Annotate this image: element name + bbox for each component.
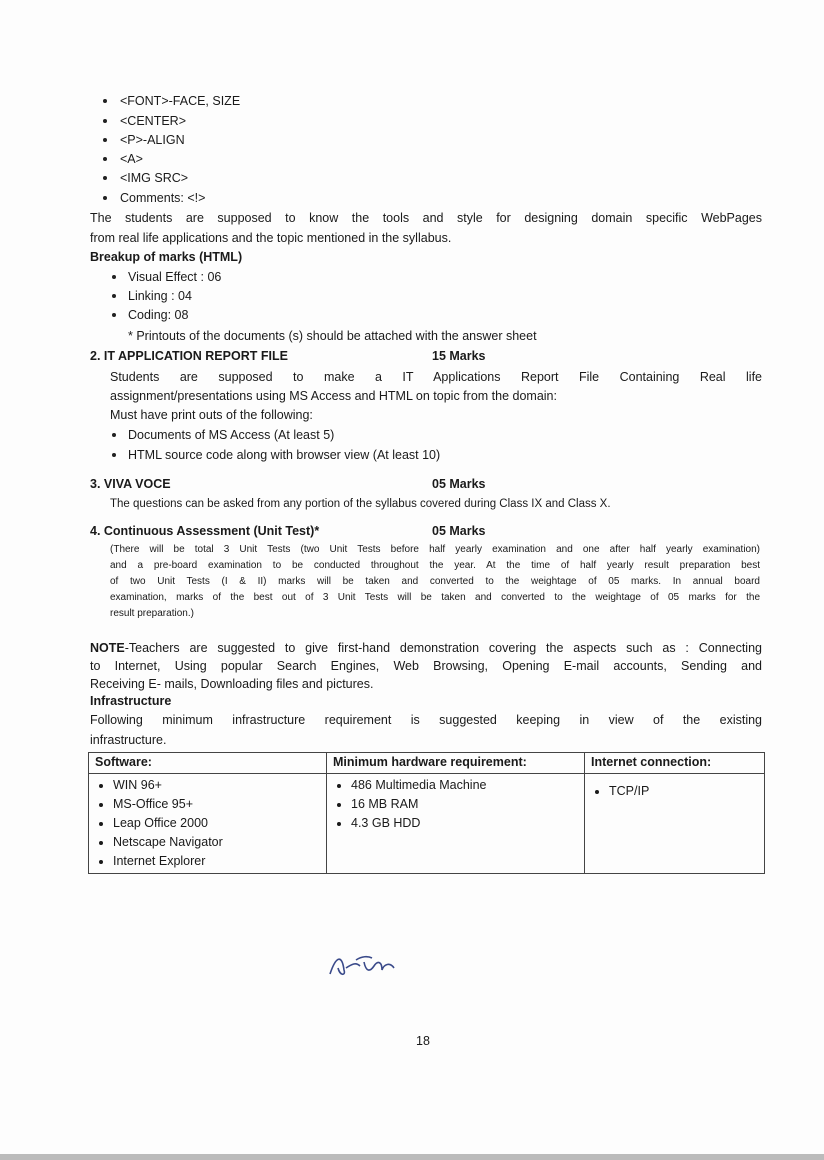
section-4-title: 4. Continuous Assessment (Unit Test)* xyxy=(90,524,320,538)
infra-line: infrastructure. xyxy=(90,733,167,747)
html-tag-item: <A> xyxy=(120,152,143,166)
section-4-line: and a pre-board examination to be conducted throughout the year. At the time of half yearly result preparation best xyxy=(110,560,760,571)
note-line: to Internet, Using popular Search Engines, Web Browsing, Opening E-mail accounts, Sending and xyxy=(90,659,762,673)
breakup-item: Visual Effect : 06 xyxy=(128,270,222,284)
section-4-line: result preparation.) xyxy=(110,608,194,619)
bullet-icon xyxy=(103,119,107,123)
note-line xyxy=(90,640,762,656)
breakup-heading: Breakup of marks (HTML) xyxy=(90,250,243,264)
list-item: • MS-Office 95+ xyxy=(113,795,320,814)
bullet-icon xyxy=(103,157,107,161)
section-3-marks: 05 Marks xyxy=(432,477,486,491)
intro-line: from real life applications and the topic mentioned in the syllabus. xyxy=(90,231,452,245)
bullet-icon xyxy=(112,433,116,437)
section-4-line: of two Unit Tests (I & II) marks will be taken and converted to the weightage of 05 marks. In annual board xyxy=(110,576,760,587)
infra-line: Following minimum infrastructure requirement is suggested keeping in view of the existing xyxy=(90,713,762,727)
list-item: • Leap Office 2000 xyxy=(113,814,320,833)
section-3-text: The questions can be asked from any portion of the syllabus covered during Class IX and Class X. xyxy=(110,498,611,510)
html-tag-item: <IMG SRC> xyxy=(120,171,189,185)
software-cell xyxy=(89,774,327,874)
breakup-item: Linking : 04 xyxy=(128,289,192,303)
list-item: • Netscape Navigator xyxy=(113,833,320,852)
section-2-line: Students are supposed to make a IT Applications Report File Containing Real life xyxy=(110,370,762,384)
section-2-marks: 15 Marks xyxy=(432,349,486,363)
list-item: • Internet Explorer xyxy=(113,852,320,871)
bullet-icon xyxy=(112,275,116,279)
section-2-line: assignment/presentations using MS Access and HTML on topic from the domain: xyxy=(110,389,557,403)
header-internet: Internet connection: xyxy=(585,753,765,774)
section-3-title: 3. VIVA VOCE xyxy=(90,477,171,491)
section-2-title: 2. IT APPLICATION REPORT FILE xyxy=(90,349,288,363)
bullet-icon xyxy=(103,138,107,142)
bullet-icon xyxy=(112,313,116,317)
note-text: -Teachers are suggested to give first-hand demonstration covering the aspects such as : Connecting xyxy=(124,641,762,655)
list-item: • 16 MB RAM xyxy=(351,795,578,814)
html-tag-item: <FONT>-FACE, SIZE xyxy=(120,94,241,108)
section-4-line: (There will be total 3 Unit Tests (two Unit Tests before half yearly examination and one after half yearly examination) xyxy=(110,544,760,555)
header-hardware: Minimum hardware requirement: xyxy=(327,753,585,774)
bullet-icon xyxy=(103,99,107,103)
list-item: • TCP/IP xyxy=(609,782,758,801)
scan-edge xyxy=(0,1154,824,1160)
html-tag-item: <P>-ALIGN xyxy=(120,133,185,147)
bullet-icon xyxy=(112,294,116,298)
section-4-marks: 05 Marks xyxy=(432,524,486,538)
header-software: Software: xyxy=(89,753,327,774)
internet-cell xyxy=(585,774,765,874)
infrastructure-table xyxy=(88,752,765,874)
report-file-item: Documents of MS Access (At least 5) xyxy=(128,428,335,442)
signature xyxy=(326,948,402,980)
html-tag-item: Comments: <!> xyxy=(120,191,206,205)
page-number: 18 xyxy=(416,1034,430,1048)
breakup-item: Coding: 08 xyxy=(128,308,189,322)
report-file-item: HTML source code along with browser view (At least 10) xyxy=(128,448,441,462)
section-4-line: examination, marks of the best out of 3 Unit Tests will be taken and converted to the weightage of 05 marks for the xyxy=(110,592,760,603)
hardware-cell xyxy=(327,774,585,874)
section-2-must: Must have print outs of the following: xyxy=(110,408,313,422)
html-tag-item: <CENTER> xyxy=(120,114,186,128)
infrastructure-heading: Infrastructure xyxy=(90,694,172,708)
bullet-icon xyxy=(112,453,116,457)
intro-line: The students are supposed to know the tools and style for designing domain specific WebPages xyxy=(90,211,762,225)
note-label: NOTE xyxy=(90,641,125,655)
bullet-icon xyxy=(103,176,107,180)
printout-note: * Printouts of the documents (s) should be attached with the answer sheet xyxy=(128,329,537,343)
note-line: Receiving E- mails, Downloading files and pictures. xyxy=(90,677,374,691)
list-item: • 4.3 GB HDD xyxy=(351,814,578,833)
list-item: • 486 Multimedia Machine xyxy=(351,776,578,795)
bullet-icon xyxy=(103,196,107,200)
list-item: • WIN 96+ xyxy=(113,776,320,795)
